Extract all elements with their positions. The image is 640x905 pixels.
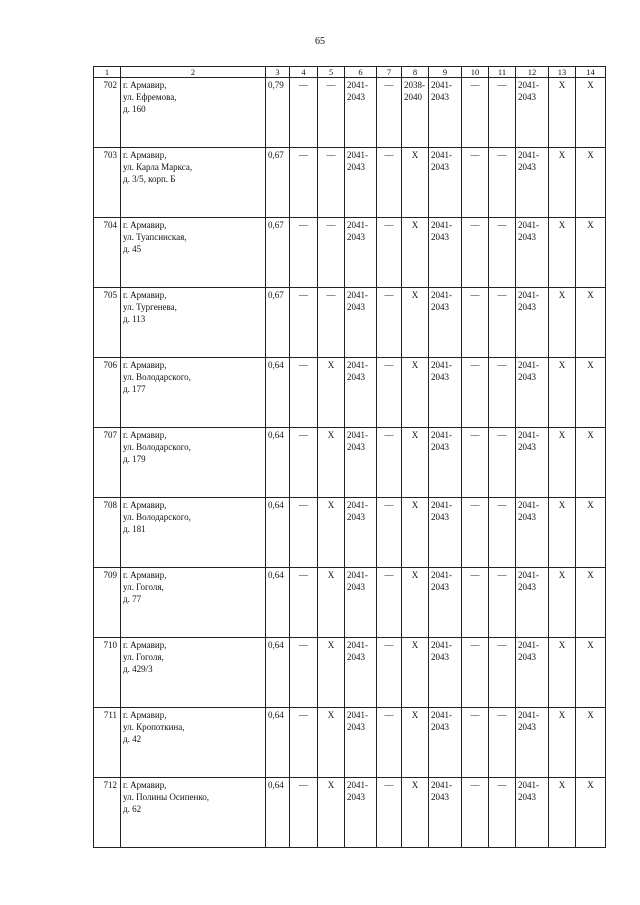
year-range-line: 2043	[518, 652, 536, 662]
cell-col-10: —	[462, 778, 489, 848]
address-cell	[121, 778, 266, 848]
year-range-line: 2043	[518, 92, 536, 102]
row-number: 711	[94, 708, 121, 778]
year-range-line: 2043	[347, 582, 365, 592]
cell-col-9	[429, 218, 462, 288]
cell-col-9	[429, 638, 462, 708]
cell-col-9	[429, 778, 462, 848]
table-row	[94, 638, 606, 708]
year-range-line: 2041-	[518, 570, 539, 580]
year-range-line: 2043	[518, 512, 536, 522]
cell-col-10: —	[462, 428, 489, 498]
row-number: 707	[94, 428, 121, 498]
year-range-line: 2041-	[347, 220, 368, 230]
cell-col-13: Х	[549, 218, 576, 288]
housing-schedule-table	[93, 66, 606, 848]
table-row	[94, 288, 606, 358]
cell-col-4: —	[290, 708, 318, 778]
cell-col-5: Х	[318, 428, 345, 498]
year-range-line: 2043	[518, 582, 536, 592]
cell-col-11: —	[489, 288, 516, 358]
year-range-line: 2041-	[431, 290, 452, 300]
year-range-line: 2043	[431, 302, 449, 312]
table-row	[94, 778, 606, 848]
address-cell	[121, 148, 266, 218]
column-number-9: 9	[429, 67, 462, 78]
address-line: д. 45	[123, 244, 142, 254]
year-range-line: 2043	[431, 232, 449, 242]
cell-col-5: Х	[318, 708, 345, 778]
year-range-line: 2041-	[347, 500, 368, 510]
row-number: 704	[94, 218, 121, 288]
address-line: д. 160	[123, 104, 146, 114]
address-line: ул. Володарского,	[123, 372, 191, 382]
cell-col-6	[345, 218, 377, 288]
cell-col-4: —	[290, 568, 318, 638]
cell-col-6	[345, 78, 377, 148]
address-line: ул. Кропоткина,	[123, 722, 185, 732]
cell-col-12	[516, 498, 549, 568]
cell-col-6	[345, 498, 377, 568]
address-line: ул. Гоголя,	[123, 582, 164, 592]
cell-col-12	[516, 428, 549, 498]
cell-col-6	[345, 148, 377, 218]
cell-col-6	[345, 428, 377, 498]
address-line: д. 179	[123, 454, 146, 464]
address-line: ул. Володарского,	[123, 442, 191, 452]
column-number-3: 3	[266, 67, 290, 78]
cell-col-13: Х	[549, 288, 576, 358]
year-range-line: 2043	[431, 372, 449, 382]
cell-col-8	[402, 78, 429, 148]
cell-col-14: Х	[576, 778, 606, 848]
address-line: ул. Гоголя,	[123, 652, 164, 662]
table-row	[94, 358, 606, 428]
cell-col-4: —	[290, 358, 318, 428]
cell-col-10: —	[462, 498, 489, 568]
address-line: г. Армавир,	[123, 80, 167, 90]
column-number-14: 14	[576, 67, 606, 78]
year-range-line: 2041-	[431, 80, 452, 90]
year-range-line: 2043	[518, 792, 536, 802]
address-line: д. 77	[123, 594, 142, 604]
address-cell	[121, 708, 266, 778]
address-line: г. Армавир,	[123, 430, 167, 440]
address-line: г. Армавир,	[123, 640, 167, 650]
year-range-line: 2043	[347, 372, 365, 382]
year-range-line: 2041-	[347, 640, 368, 650]
year-range-line: 2041-	[431, 640, 452, 650]
cell-col-3: 0,64	[266, 638, 290, 708]
year-range-line: 2043	[347, 302, 365, 312]
cell-col-8: Х	[402, 358, 429, 428]
cell-col-11: —	[489, 358, 516, 428]
year-range-line: 2041-	[347, 430, 368, 440]
cell-col-5: —	[318, 288, 345, 358]
address-line: ул. Ефремова,	[123, 92, 177, 102]
cell-col-12	[516, 638, 549, 708]
cell-col-8: Х	[402, 708, 429, 778]
row-number: 710	[94, 638, 121, 708]
cell-col-13: Х	[549, 568, 576, 638]
cell-col-11: —	[489, 568, 516, 638]
year-range-line: 2041-	[518, 220, 539, 230]
cell-col-10: —	[462, 358, 489, 428]
page-number: 65	[315, 36, 325, 47]
cell-col-8: Х	[402, 568, 429, 638]
year-range-line: 2041-	[347, 360, 368, 370]
cell-col-9	[429, 568, 462, 638]
table-row	[94, 568, 606, 638]
year-range-line: 2043	[347, 232, 365, 242]
year-range-line: 2043	[431, 442, 449, 452]
year-range-line: 2041-	[431, 220, 452, 230]
cell-col-4: —	[290, 498, 318, 568]
cell-col-3: 0,67	[266, 148, 290, 218]
cell-col-5: Х	[318, 498, 345, 568]
row-number: 702	[94, 78, 121, 148]
cell-col-10: —	[462, 148, 489, 218]
cell-col-11: —	[489, 78, 516, 148]
cell-col-6	[345, 568, 377, 638]
cell-col-7: —	[377, 568, 402, 638]
year-range-line: 2043	[347, 722, 365, 732]
year-range-line: 2043	[347, 792, 365, 802]
cell-col-11: —	[489, 428, 516, 498]
year-range-line: 2043	[518, 302, 536, 312]
year-range-line: 2043	[347, 652, 365, 662]
column-number-4: 4	[290, 67, 318, 78]
year-range-line: 2043	[431, 512, 449, 522]
year-range-line: 2041-	[518, 640, 539, 650]
cell-col-3: 0,64	[266, 498, 290, 568]
cell-col-7: —	[377, 428, 402, 498]
column-number-7: 7	[377, 67, 402, 78]
address-line: г. Армавир,	[123, 360, 167, 370]
cell-col-4: —	[290, 78, 318, 148]
cell-col-14: Х	[576, 568, 606, 638]
address-line: д. 177	[123, 384, 146, 394]
column-number-11: 11	[489, 67, 516, 78]
year-range-line: 2041-	[431, 430, 452, 440]
year-range-line: 2041-	[518, 500, 539, 510]
address-line: д. 3/5, корп. Б	[123, 174, 176, 184]
cell-col-12	[516, 218, 549, 288]
cell-col-10: —	[462, 218, 489, 288]
address-line: ул. Карла Маркса,	[123, 162, 193, 172]
cell-col-7: —	[377, 708, 402, 778]
year-range-line: 2041-	[347, 290, 368, 300]
cell-col-14: Х	[576, 638, 606, 708]
cell-col-12	[516, 288, 549, 358]
year-range-line: 2041-	[431, 780, 452, 790]
column-number-8: 8	[402, 67, 429, 78]
cell-col-6	[345, 638, 377, 708]
cell-col-9	[429, 708, 462, 778]
table-row	[94, 218, 606, 288]
cell-col-4: —	[290, 428, 318, 498]
cell-col-6	[345, 288, 377, 358]
column-number-row	[94, 67, 606, 78]
table-row	[94, 498, 606, 568]
cell-col-4: —	[290, 638, 318, 708]
cell-col-4: —	[290, 148, 318, 218]
cell-col-3: 0,64	[266, 358, 290, 428]
year-range-line: 2041-	[431, 360, 452, 370]
cell-col-3: 0,64	[266, 778, 290, 848]
cell-col-7: —	[377, 148, 402, 218]
address-line: г. Армавир,	[123, 710, 167, 720]
column-number-2: 2	[121, 67, 266, 78]
address-line: г. Армавир,	[123, 150, 167, 160]
cell-col-3: 0,64	[266, 568, 290, 638]
cell-col-13: Х	[549, 78, 576, 148]
year-range-line: 2041-	[518, 80, 539, 90]
cell-col-5: —	[318, 148, 345, 218]
cell-col-3: 0,67	[266, 218, 290, 288]
cell-col-8: Х	[402, 498, 429, 568]
year-range-line: 2043	[431, 92, 449, 102]
column-number-13: 13	[549, 67, 576, 78]
cell-col-11: —	[489, 778, 516, 848]
cell-col-6	[345, 778, 377, 848]
address-line: г. Армавир,	[123, 500, 167, 510]
cell-col-5: Х	[318, 778, 345, 848]
year-range-line: 2038-	[404, 80, 425, 90]
address-line: д. 429/3	[123, 664, 153, 674]
row-number: 706	[94, 358, 121, 428]
address-line: г. Армавир,	[123, 780, 167, 790]
year-range-line: 2041-	[347, 570, 368, 580]
column-number-6: 6	[345, 67, 377, 78]
cell-col-5: —	[318, 78, 345, 148]
cell-col-14: Х	[576, 498, 606, 568]
address-line: д. 62	[123, 804, 142, 814]
cell-col-13: Х	[549, 638, 576, 708]
cell-col-12	[516, 778, 549, 848]
cell-col-11: —	[489, 708, 516, 778]
address-cell	[121, 568, 266, 638]
column-number-5: 5	[318, 67, 345, 78]
year-range-line: 2043	[347, 442, 365, 452]
cell-col-9	[429, 288, 462, 358]
address-cell	[121, 78, 266, 148]
year-range-line: 2043	[518, 232, 536, 242]
cell-col-14: Х	[576, 708, 606, 778]
table-row	[94, 428, 606, 498]
year-range-line: 2041-	[518, 360, 539, 370]
year-range-line: 2043	[518, 162, 536, 172]
address-line: г. Армавир,	[123, 570, 167, 580]
address-line: ул. Володарского,	[123, 512, 191, 522]
cell-col-14: Х	[576, 358, 606, 428]
cell-col-7: —	[377, 358, 402, 428]
cell-col-9	[429, 78, 462, 148]
cell-col-7: —	[377, 638, 402, 708]
cell-col-10: —	[462, 568, 489, 638]
cell-col-9	[429, 428, 462, 498]
cell-col-3: 0,64	[266, 428, 290, 498]
cell-col-8: Х	[402, 288, 429, 358]
cell-col-10: —	[462, 638, 489, 708]
cell-col-13: Х	[549, 498, 576, 568]
cell-col-13: Х	[549, 358, 576, 428]
year-range-line: 2043	[518, 442, 536, 452]
cell-col-4: —	[290, 218, 318, 288]
cell-col-10: —	[462, 78, 489, 148]
address-cell	[121, 638, 266, 708]
address-line: ул. Полины Осипенко,	[123, 792, 210, 802]
table-row	[94, 78, 606, 148]
cell-col-4: —	[290, 778, 318, 848]
cell-col-8: Х	[402, 638, 429, 708]
year-range-line: 2040	[404, 92, 422, 102]
cell-col-3: 0,64	[266, 708, 290, 778]
cell-col-11: —	[489, 498, 516, 568]
year-range-line: 2043	[347, 512, 365, 522]
year-range-line: 2043	[431, 652, 449, 662]
cell-col-14: Х	[576, 288, 606, 358]
cell-col-11: —	[489, 638, 516, 708]
cell-col-12	[516, 78, 549, 148]
year-range-line: 2043	[347, 92, 365, 102]
year-range-line: 2041-	[518, 290, 539, 300]
address-line: д. 113	[123, 314, 146, 324]
year-range-line: 2041-	[347, 80, 368, 90]
cell-col-8: Х	[402, 778, 429, 848]
cell-col-8: Х	[402, 428, 429, 498]
cell-col-9	[429, 358, 462, 428]
cell-col-6	[345, 708, 377, 778]
year-range-line: 2041-	[431, 570, 452, 580]
cell-col-12	[516, 148, 549, 218]
cell-col-5: Х	[318, 638, 345, 708]
cell-col-10: —	[462, 288, 489, 358]
address-cell	[121, 218, 266, 288]
cell-col-12	[516, 708, 549, 778]
address-cell	[121, 428, 266, 498]
year-range-line: 2041-	[431, 710, 452, 720]
cell-col-12	[516, 568, 549, 638]
cell-col-7: —	[377, 288, 402, 358]
cell-col-13: Х	[549, 428, 576, 498]
cell-col-11: —	[489, 148, 516, 218]
address-line: ул. Туапсинская,	[123, 232, 187, 242]
column-number-12: 12	[516, 67, 549, 78]
row-number: 709	[94, 568, 121, 638]
year-range-line: 2043	[431, 722, 449, 732]
year-range-line: 2041-	[518, 430, 539, 440]
row-number: 703	[94, 148, 121, 218]
cell-col-13: Х	[549, 708, 576, 778]
year-range-line: 2043	[518, 722, 536, 732]
address-line: г. Армавир,	[123, 220, 167, 230]
cell-col-9	[429, 148, 462, 218]
year-range-line: 2041-	[431, 150, 452, 160]
cell-col-7: —	[377, 498, 402, 568]
cell-col-8: Х	[402, 218, 429, 288]
year-range-line: 2043	[431, 792, 449, 802]
cell-col-3: 0,67	[266, 288, 290, 358]
year-range-line: 2043	[431, 162, 449, 172]
year-range-line: 2041-	[431, 500, 452, 510]
cell-col-3: 0,79	[266, 78, 290, 148]
cell-col-7: —	[377, 78, 402, 148]
cell-col-14: Х	[576, 78, 606, 148]
address-line: д. 42	[123, 734, 142, 744]
table-row	[94, 708, 606, 778]
cell-col-4: —	[290, 288, 318, 358]
cell-col-14: Х	[576, 148, 606, 218]
cell-col-14: Х	[576, 218, 606, 288]
column-number-1: 1	[94, 67, 121, 78]
address-cell	[121, 498, 266, 568]
address-line: д. 181	[123, 524, 146, 534]
table-row	[94, 148, 606, 218]
cell-col-10: —	[462, 708, 489, 778]
address-line: ул. Тургенева,	[123, 302, 177, 312]
cell-col-5: Х	[318, 568, 345, 638]
year-range-line: 2043	[431, 582, 449, 592]
cell-col-12	[516, 358, 549, 428]
year-range-line: 2043	[347, 162, 365, 172]
cell-col-7: —	[377, 778, 402, 848]
address-cell	[121, 358, 266, 428]
year-range-line: 2041-	[347, 710, 368, 720]
row-number: 708	[94, 498, 121, 568]
cell-col-7: —	[377, 218, 402, 288]
table-body	[94, 67, 606, 848]
cell-col-5: —	[318, 218, 345, 288]
column-number-10: 10	[462, 67, 489, 78]
year-range-line: 2043	[518, 372, 536, 382]
year-range-line: 2041-	[347, 780, 368, 790]
cell-col-14: Х	[576, 428, 606, 498]
row-number: 712	[94, 778, 121, 848]
cell-col-13: Х	[549, 148, 576, 218]
cell-col-8: Х	[402, 148, 429, 218]
year-range-line: 2041-	[347, 150, 368, 160]
cell-col-6	[345, 358, 377, 428]
row-number: 705	[94, 288, 121, 358]
year-range-line: 2041-	[518, 150, 539, 160]
year-range-line: 2041-	[518, 710, 539, 720]
address-cell	[121, 288, 266, 358]
address-line: г. Армавир,	[123, 290, 167, 300]
cell-col-13: Х	[549, 778, 576, 848]
cell-col-11: —	[489, 218, 516, 288]
year-range-line: 2041-	[518, 780, 539, 790]
cell-col-5: Х	[318, 358, 345, 428]
cell-col-9	[429, 498, 462, 568]
